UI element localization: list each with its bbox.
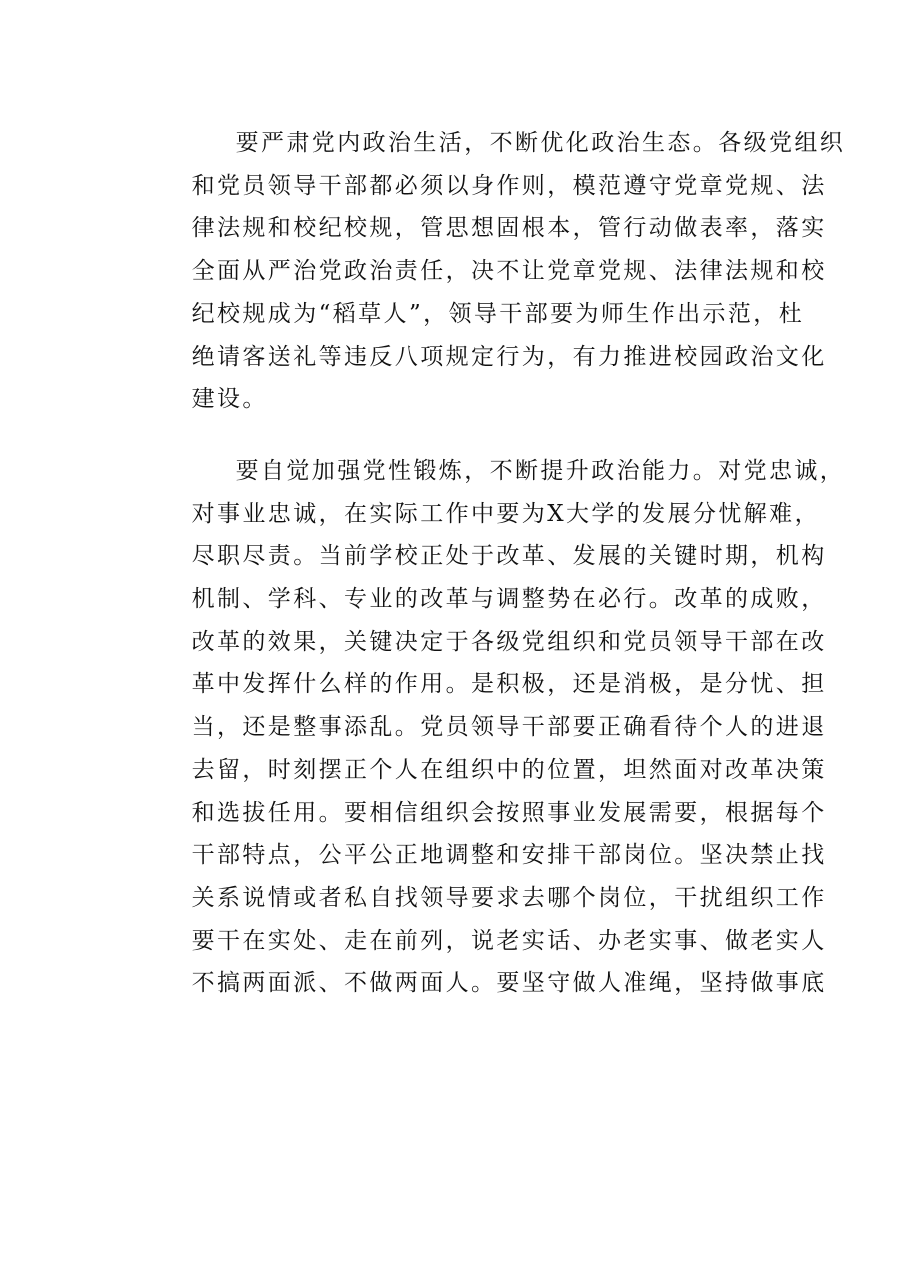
text-line: 机制、学科、专业的改革与调整势在必行。改革的成败， bbox=[191, 586, 827, 613]
text-line: 要自觉加强党性锻炼，不断提升政治能力。对党忠诚， bbox=[235, 457, 846, 484]
text-line: 对事业忠诚，在实际工作中要为X大学的发展分忧解难， bbox=[191, 500, 820, 527]
text-line: 要严肃党内政治生活，不断优化政治生态。各级党组织 bbox=[235, 130, 846, 156]
text-line: 全面从严治党政治责任，决不让党章党规、法律法规和校 bbox=[191, 258, 827, 285]
text-line: 不搞两面派、不做两面人。要坚守做人准绳，坚持做事底 bbox=[191, 970, 827, 997]
paragraph-political-life bbox=[141, 122, 846, 421]
text-line: 纪校规成为“稻草人”，领导干部要为师生作出示范，杜 bbox=[191, 300, 805, 327]
text-line: 尽职尽责。当前学校正处于改革、发展的关键时期，机构 bbox=[191, 543, 827, 570]
text-line: 当，还是整事添乱。党员领导干部要正确看待个人的进退 bbox=[191, 714, 827, 741]
text-line: 和选拔任用。要相信组织会按照事业发展需要，根据每个 bbox=[191, 799, 827, 826]
text-line: 绝请客送礼等违反八项规定行为，有力推进校园政治文化 bbox=[191, 343, 827, 370]
text-line: 改革的效果，关键决定于各级党组织和党员领导干部在改 bbox=[191, 628, 827, 655]
text-line: 要干在实处、走在前列，说老实话、办老实事、做老实人 bbox=[191, 927, 827, 954]
text-line: 革中发挥什么样的作用。是积极，还是消极，是分忧、担 bbox=[191, 671, 827, 698]
paragraph-party-spirit bbox=[141, 450, 846, 1005]
text-line: 关系说情或者私自找领导要求去哪个岗位，干扰组织工作 bbox=[191, 884, 827, 911]
text-line: 建设。 bbox=[191, 386, 268, 413]
text-line: 干部特点，公平公正地调整和安排干部岗位。坚决禁止找 bbox=[191, 842, 827, 869]
text-line: 律法规和校纪校规，管思想固根本，管行动做表率，落实 bbox=[191, 215, 827, 242]
document-page bbox=[141, 122, 846, 1005]
text-line: 和党员领导干部都必须以身作则，模范遵守党章党规、法 bbox=[191, 172, 827, 199]
text-line: 去留，时刻摆正个人在组织中的位置，坦然面对改革决策 bbox=[191, 756, 827, 783]
